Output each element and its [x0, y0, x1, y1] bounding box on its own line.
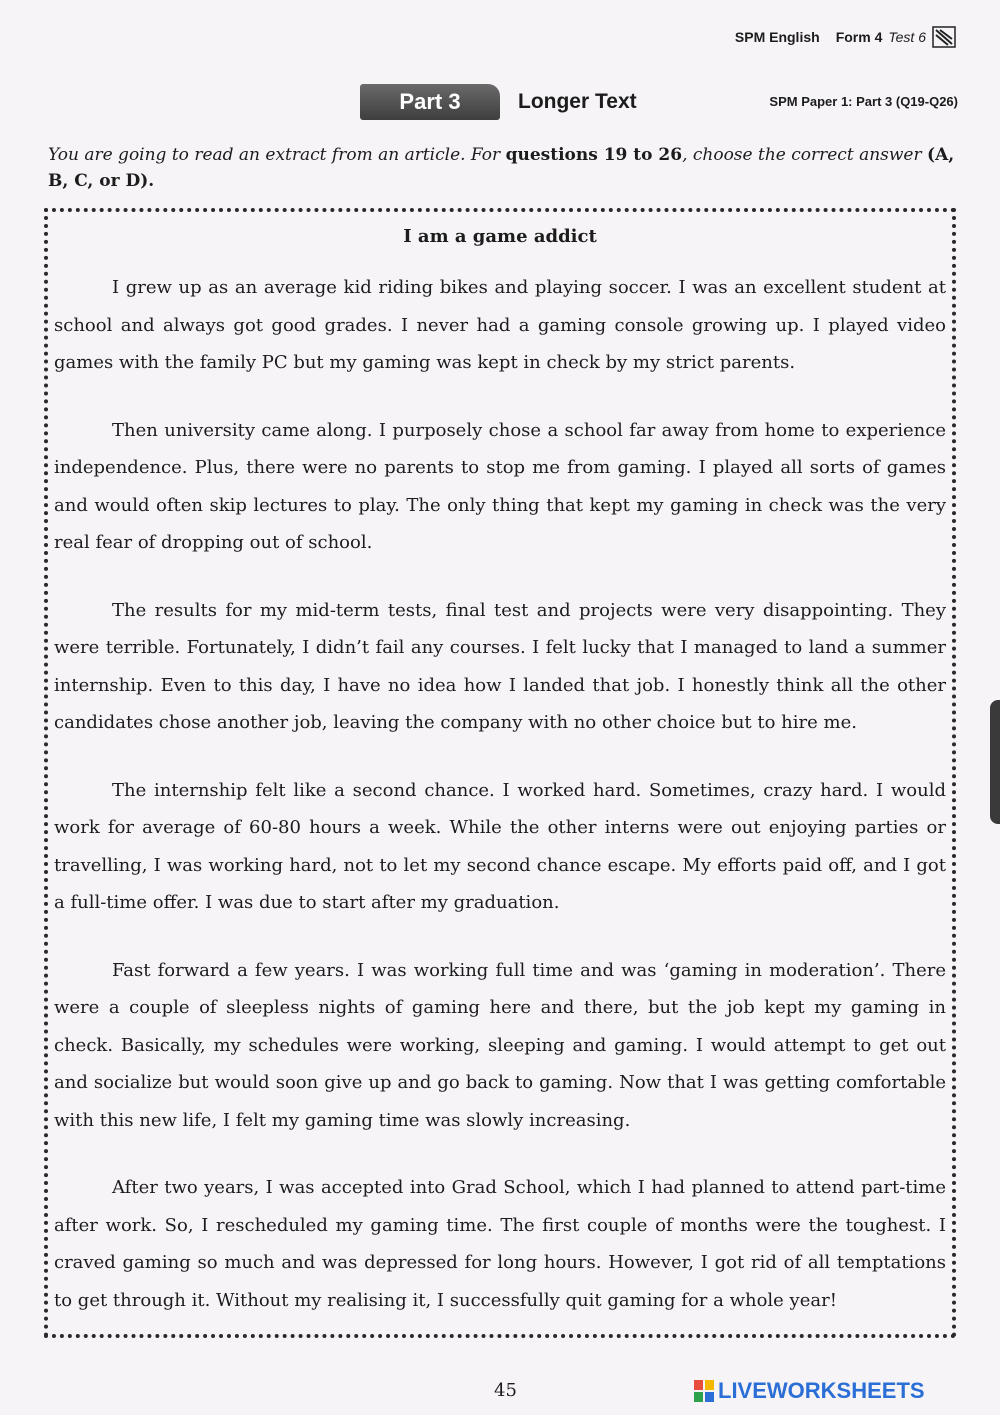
page-edge-tab	[990, 700, 1000, 824]
watermark-text: LIVEWORKSHEETS	[718, 1378, 925, 1403]
subject-label: SPM English	[734, 29, 820, 45]
article-paragraph: After two years, I was accepted into Grad School, which I had planned to attend part-time after work. So, I rescheduled my gaming time. The first couple of months were the toughest. I craved gaming so much and was depressed for long hours. However, I got rid of all temptations to get through it. Without my realising it, I successfully quit gaming for a whole year!	[54, 1177, 946, 1311]
part-badge: Part 3	[360, 84, 500, 120]
instructions-middle: , choose the correct answer	[682, 145, 922, 165]
article-title: I am a game addict	[403, 226, 597, 247]
part-heading	[360, 84, 958, 124]
article-paragraph: I grew up as an average kid riding bikes and playing soccer. I was an excellent student at school and always got good grades. I never had a gaming console growing up. I played video games with the family PC but my gaming was kept in check by my strict parents.	[54, 277, 946, 373]
instructions-options: (A, B, C, or D).	[48, 145, 955, 191]
instructions-intro: You are going to read an extract from an article. For	[48, 145, 506, 165]
article-paragraph: The results for my mid-term tests, final test and projects were very disappointing. They were terrible. Fortunately, I didn’t fail any courses. I felt lucky that I managed to land a summer internship. Even to this day, I have no idea how I landed that job. I honestly think all the other candidates chose another job, leaving the company with no other choice but to hire me.	[54, 599, 946, 733]
page-header	[735, 26, 956, 48]
paper-reference: SPM Paper 1: Part 3 (Q19-Q26)	[769, 94, 958, 109]
article-paragraph: The internship felt like a second chance. I worked hard. Sometimes, crazy hard. I would work for average of 60-80 hours a week. While the other interns were out enjoying parties or travelling, I was working hard, not to let my second chance escape. My efforts paid off, and I got a full-time offer. I was due to start after my graduation.	[54, 779, 946, 913]
publisher-logo-icon	[932, 26, 956, 48]
test-label: Test 6	[888, 29, 926, 45]
liveworksheets-watermark	[694, 1378, 925, 1404]
article-paragraph: Fast forward a few years. I was working full time and was ‘gaming in moderation’. There were a couple of sleepless nights of gaming here and there, but the job kept my gaming in check. Basically, my schedules were working, sleeping and gaming. I would attempt to get out and socialize but would soon give up and go back to gaming. Now that I was getting comfortable with this new life, I felt my gaming time was slowly increasing.	[54, 959, 946, 1131]
article-paragraph: Then university came along. I purposely chose a school far away from home to experience independence. Plus, there were no parents to stop me from gaming. I played all sorts of games and would often skip lectures to play. The only thing that kept my gaming in check was the very real fear of dropping out of school.	[54, 419, 946, 553]
instructions-questions: questions 19 to 26	[505, 145, 683, 165]
part-title: Longer Text	[518, 90, 637, 113]
form-label: Form 4	[835, 29, 883, 45]
liveworksheets-logo-icon	[694, 1380, 714, 1402]
instructions	[48, 142, 963, 194]
article-box	[44, 208, 956, 1338]
page-number: 45	[494, 1380, 517, 1401]
